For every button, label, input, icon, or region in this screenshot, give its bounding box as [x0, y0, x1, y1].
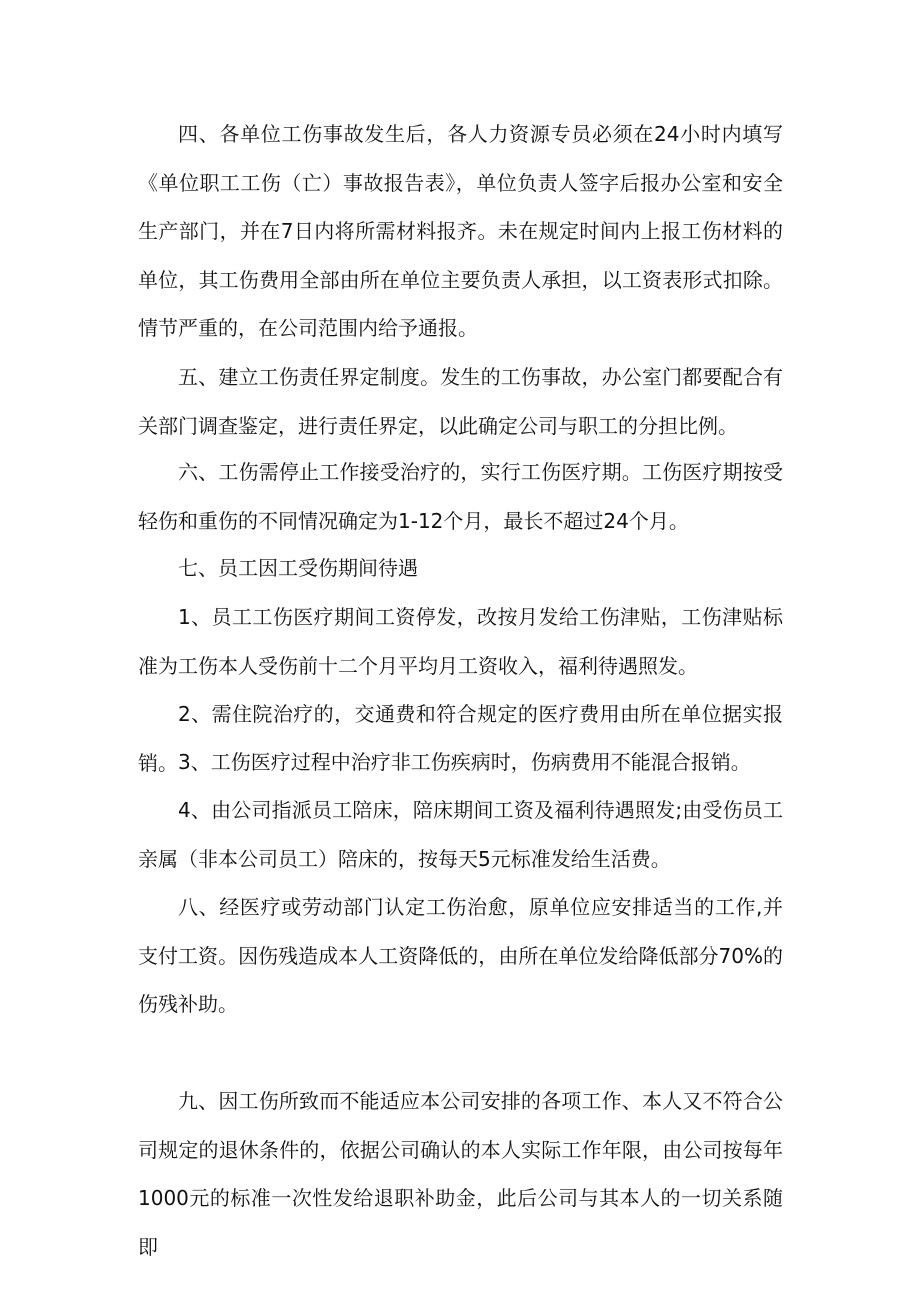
paragraph-text: 六、工伤需停止工作接受治疗的，实行工伤医疗期。工伤医疗期按受轻伤和重伤的不同情况确定为1-12个月，最长不超过24个月。	[138, 460, 783, 533]
paragraph-text: 3、工伤医疗过程中治疗非工伤疾病时，伤病费用不能混合报销。	[178, 750, 751, 774]
paragraph-6	[138, 448, 783, 545]
paragraph-text: 2、需住院治疗的，交通费和符合规定的医疗费用由所在单位据实报销。	[138, 702, 783, 775]
paragraph-text: 九、因工伤所致而不能适应本公司安排的各项工作、本人又不符合公司规定的退休条件的，依据公司确认的本人实际工作年限，由公司按每年1000元的标准一次性发给退职补助金，此后公司与其本人的一切关系随即	[138, 1089, 783, 1259]
paragraph-8	[138, 883, 783, 1029]
paragraph-7-item-3	[138, 738, 783, 787]
paragraph-9	[138, 1077, 783, 1271]
paragraph-4	[138, 110, 783, 353]
paragraph-text: 五、建立工伤责任界定制度。发生的工伤事故，办公室门都要配合有关部门调查鉴定，进行责任界定，以此确定公司与职工的分担比例。	[138, 365, 783, 438]
paragraph-text: 4、由公司指派员工陪床，陪床期间工资及福利待遇照发;由受伤员工亲属（非本公司员工）陪床的，按每天5元标准发给生活费。	[138, 798, 783, 871]
paragraph-text: 四、各单位工伤事故发生后，各人力资源专员必须在24小时内填写《单位职工工伤（亡）事故报告表》，单位负责人签字后报办公室和安全生产部门，并在7日内将所需材料报齐。未在规定时间内上报工伤材料的单位，其工伤费用全部由所在单位主要负责人承担，以工资表形式扣除。情节严重的，在公司范围内给予通报。	[138, 122, 783, 340]
paragraph-text: 七、员工因工受伤期间待遇	[178, 556, 418, 580]
paragraph-7-item-1	[138, 593, 783, 690]
paragraph-text: 八、经医疗或劳动部门认定工伤治愈，原单位应安排适当的工作,并支付工资。因伤残造成本人工资降低的，由所在单位发给降低部分70%的伤残补助。	[138, 895, 783, 1016]
paragraph-7-heading	[138, 544, 783, 593]
paragraph-7-item-4	[138, 786, 783, 883]
paragraph-5	[138, 353, 783, 450]
paragraph-text: 1、员工工伤医疗期间工资停发，改按月发给工伤津贴，工伤津贴标准为工伤本人受伤前十二个月平均月工资收入，福利待遇照发。	[138, 605, 783, 678]
